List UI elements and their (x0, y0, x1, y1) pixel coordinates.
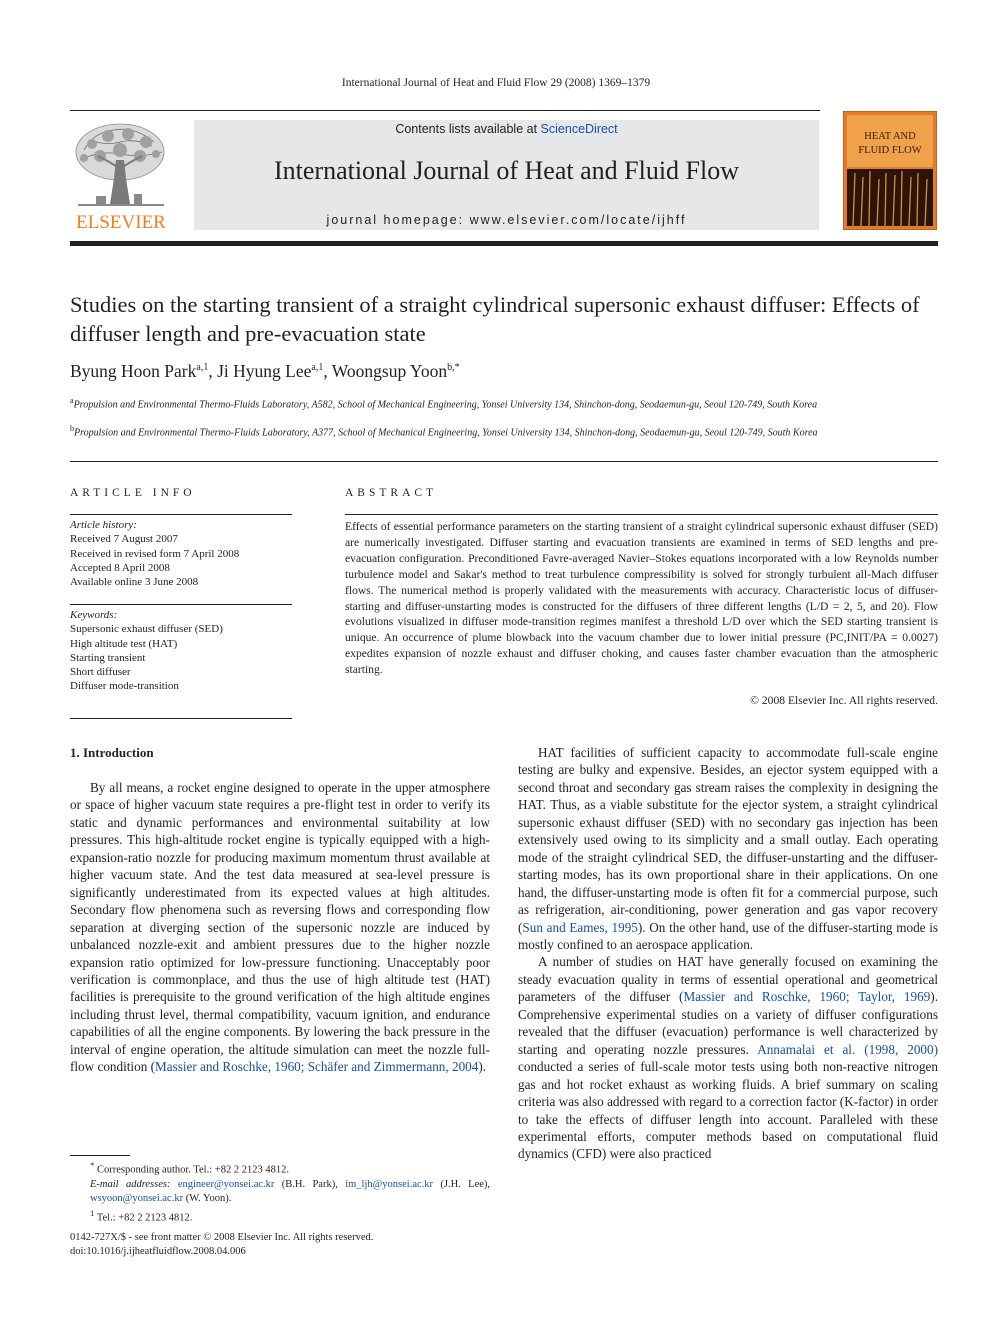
keyword-item: Diffuser mode-transition (70, 680, 179, 693)
paragraph-text: A number of studies on HAT have generally focused on examining the steady evacuation quality in terms of essential operational and geometrical parameters of the diffuser ( (518, 954, 938, 1005)
author-affiliation-mark[interactable]: b,* (447, 362, 460, 374)
paragraph-text: ). Comprehensive experimental studies on a variety of diffuser configurations revealed that the diffuser (evacuation) performance is well characterized by starting and operating nozzle pressures. (518, 989, 938, 1057)
header-top-rule (70, 110, 820, 111)
svg-text:HEAT AND: HEAT AND (864, 131, 916, 142)
article-title: Studies on the starting transient of a straight cylindrical supersonic exhaust diffuser: Effects of diffuser length and pre-evacuation state (70, 292, 920, 346)
affiliation-text: Propulsion and Environmental Thermo-Fluids Laboratory, A582, School of Mechanical Engineering, Yonsei University 134, Shinchon-dong, Seodaemun-gu, Seoul 120-749, South Korea (73, 399, 818, 411)
affiliation-label: a (70, 396, 74, 405)
footnote-text: Tel.: +82 2 2123 4812. (96, 1212, 193, 1224)
issn-line: 0142-727X/$ - see front matter © 2008 Elsevier Inc. All rights reserved. (70, 1232, 374, 1243)
svg-text:FLUID FLOW: FLUID FLOW (858, 145, 922, 156)
paragraph-text: conducted a series of full-scale motor tests using both non-reactive nitrogen gas and hot rocket exhaust as working fluids. A brief summary on scaling criteria was also addressed with regard to a correction factor (K-factor) in order to take the effects of diffuser length into account. Paralleled with these experimental efforts, computer methods based on computational fluid dynamics (CFD) were also practiced (518, 1059, 938, 1162)
article-info-rule (70, 514, 292, 515)
author-name[interactable]: Woongsup Yoon (331, 361, 448, 381)
article-info-rule (70, 604, 292, 605)
footnote-text: Corresponding author. Tel.: +82 2 2123 4812. (97, 1164, 289, 1176)
journal-homepage[interactable]: journal homepage: www.elsevier.com/locate/ijhff (326, 213, 687, 227)
citation-link[interactable]: Massier and Roschke, 1960; Schäfer and Zimmermann, 2004 (154, 1059, 479, 1075)
keywords (70, 608, 292, 694)
email-link[interactable]: im_ljh@yonsei.ac.kr (345, 1178, 434, 1190)
history-entry: Available online 3 June 2008 (70, 576, 199, 589)
email-link[interactable]: engineer@yonsei.ac.kr (177, 1178, 275, 1190)
elsevier-tree-icon (70, 120, 172, 232)
affiliation-a (70, 394, 860, 413)
introduction-heading: 1. Introduction (70, 745, 154, 760)
author-affiliation-mark[interactable]: a,1 (311, 362, 324, 374)
abstract-heading: ABSTRACT (345, 487, 438, 499)
citation-link[interactable]: Annamalai et al. (1998, 2000) (757, 1041, 938, 1057)
abstract-text: Effects of essential performance parameters on the starting transient of a straight cylindrical supersonic exhaust diffuser (SED) are numerically investigated. Diffuser starting and evacuation transients are examined in terms of SED lengths and pre-evacuation configuration. Preconditioned Favre-averaged Navier–Stokes equations incorporated with a low Reynolds number turbulence model and Sakar's method to treat turbulence compressibility is solved for strongly turbulent all-Mach diffuser flows. The numerical method is properly validated with the measurements with accuracy. Characteristic locus of diffuser-starting and diffuser-unstarting modes is constructed for the diffusers of three different lengths (L/D = 2, 5, and 20). Flow evolutions visualized in diffuser mode-transition regimes manifest a threshold L/D over which the SED starting transient is unique. An occurrence of plume blowback into the vacuum chamber due to lower initial pressure (PC,INIT/PA = 0.0027) expedites expansion of nozzle exhaust and diffuser choking, and causes faster chamber evacuation than the atmospheric starting. (345, 520, 938, 677)
keyword-item: Short diffuser (70, 666, 131, 679)
email-note (70, 1178, 490, 1207)
author-affiliation-mark[interactable]: a,1 (196, 362, 209, 374)
footnote-1 (70, 1206, 490, 1226)
corresponding-author-note (70, 1158, 490, 1178)
keywords-label: Keywords: (70, 609, 118, 621)
svg-text:ELSEVIER: ELSEVIER (76, 212, 166, 232)
affiliation-b (70, 422, 860, 441)
author-separator: , (208, 361, 218, 381)
body-column-right (518, 744, 938, 1163)
citation-link[interactable]: Massier and Roschke, 1960; Taylor, 1969 (683, 989, 931, 1005)
paragraph-text: ). On the other hand, use of the diffuser-starting mode is mostly confined to an aerospace application. (518, 919, 939, 952)
email-owner: (B.H. Park), (274, 1178, 346, 1190)
article-info-heading: ARTICLE INFO (70, 487, 196, 499)
contents-line (194, 122, 819, 136)
author-name[interactable]: Ji Hyung Lee (217, 361, 312, 381)
author-list (70, 361, 460, 382)
doi-line[interactable]: doi:10.1016/j.ijheatfluidflow.2008.04.006 (70, 1246, 246, 1258)
author-separator: , (323, 361, 332, 381)
history-entry: Received in revised form 7 April 2008 (70, 547, 240, 560)
journal-reference: International Journal of Heat and Fluid Flow 29 (2008) 1369–1379 (341, 77, 651, 89)
body-paragraph (518, 744, 938, 953)
paragraph-text: ). (478, 1059, 487, 1075)
footnote-rule (70, 1155, 130, 1156)
email-label: E-mail addresses: (90, 1178, 171, 1190)
article-info-rule (70, 718, 292, 719)
journal-cover-thumbnail[interactable] (843, 111, 937, 230)
body-paragraph (70, 779, 490, 1076)
body-column-left (70, 779, 490, 1076)
history-entry: Accepted 8 April 2008 (70, 561, 170, 574)
paragraph-text: HAT facilities of sufficient capacity to accommodate full-scale engine testing are bulky and expensive. Besides, an ejector system equipped with a second throat and secondary gas stream raises the complexity in designing the HAT. Thus, as a viable substitute for the ejector system, a straight cylindrical supersonic exhaust diffuser (SED) with no secondary gas injection has been extensively used owing to its simplicity and a small outlay. Each operating mode of the straight cylindrical SED, the diffuser-unstarting and the diffuser-starting modes, has its own proportional share in their applications. On one hand, the diffuser-unstarting mode is often fit for a commercial purpose, such as refrigeration, air-conditioning, power generation and gas vapor recovery ( (518, 745, 938, 935)
abstract-rule (345, 514, 938, 515)
affiliation-label: b (70, 424, 74, 433)
email-owner: (J.H. Lee), (433, 1178, 491, 1190)
footnote-mark: * (90, 1160, 95, 1170)
footnotes (70, 1158, 490, 1226)
journal-title: International Journal of Heat and Fluid Flow (273, 156, 740, 185)
copyright-notice: © 2008 Elsevier Inc. All rights reserved. (750, 694, 938, 707)
body-paragraph (518, 953, 938, 1162)
article-history-label: Article history: (70, 519, 137, 531)
sciencedirect-link[interactable]: ScienceDirect (540, 122, 618, 136)
contents-prefix: Contents lists available at (395, 122, 538, 136)
keyword-item: Starting transient (70, 651, 146, 664)
footnote-mark: 1 (90, 1208, 95, 1219)
keyword-item: High altitude test (HAT) (70, 637, 178, 650)
keyword-item: Supersonic exhaust diffuser (SED) (70, 623, 223, 636)
issn-doi-block (70, 1231, 373, 1260)
header-thick-rule (70, 241, 938, 246)
paragraph-text: By all means, a rocket engine designed to operate in the upper atmosphere or space of higher vacuum state requires a pre-flight test in order to verify its static and dynamic performances and environmental suitability at low pressures. This high-altitude rocket engine is typically equipped with a high-expansion-ratio nozzle for producing maximum momentum thrust available at higher vacuum state. And the test data measured at sea-level pressure is significantly underestimated from its expected values at high altitudes. Secondary flow phenomena such as reversing flows and corresponding flow separation at diverging section of the supersonic nozzle are induced by unbalanced nozzle-exit and ambient pressures due to the higher nozzle expansion ratio optimized for low-pressure functioning. Unacceptably poor verification is commonplace, and thus the use of high altitude test (HAT) facilities is prerequisite to the ground verification of the high altitude engines including thrust level, thermal compatibility, vacuum ignition, and endurance capabilities of all the engine components. By lowering the back pressure in the interval of engine operation, the altitude simulation can meet the nozzle full-flow condition ( (70, 780, 490, 1075)
affiliation-text: Propulsion and Environmental Thermo-Fluids Laboratory, A377, School of Mechanical Engineering, Yonsei University 134, Shinchon-dong, Seodaemun-gu, Seoul 120-749, South Korea (74, 427, 818, 439)
journal-cover-image (843, 111, 937, 230)
author-name[interactable]: Byung Hoon Park (70, 361, 197, 381)
email-link[interactable]: wsyoon@yonsei.ac.kr (90, 1193, 184, 1205)
section-divider (70, 461, 938, 462)
citation-link[interactable]: Sun and Eames, 1995 (522, 919, 638, 935)
elsevier-logo[interactable] (70, 120, 172, 232)
article-history (70, 518, 292, 589)
history-entry: Received 7 August 2007 (70, 533, 178, 546)
email-owner: (W. Yoon). (183, 1193, 232, 1205)
